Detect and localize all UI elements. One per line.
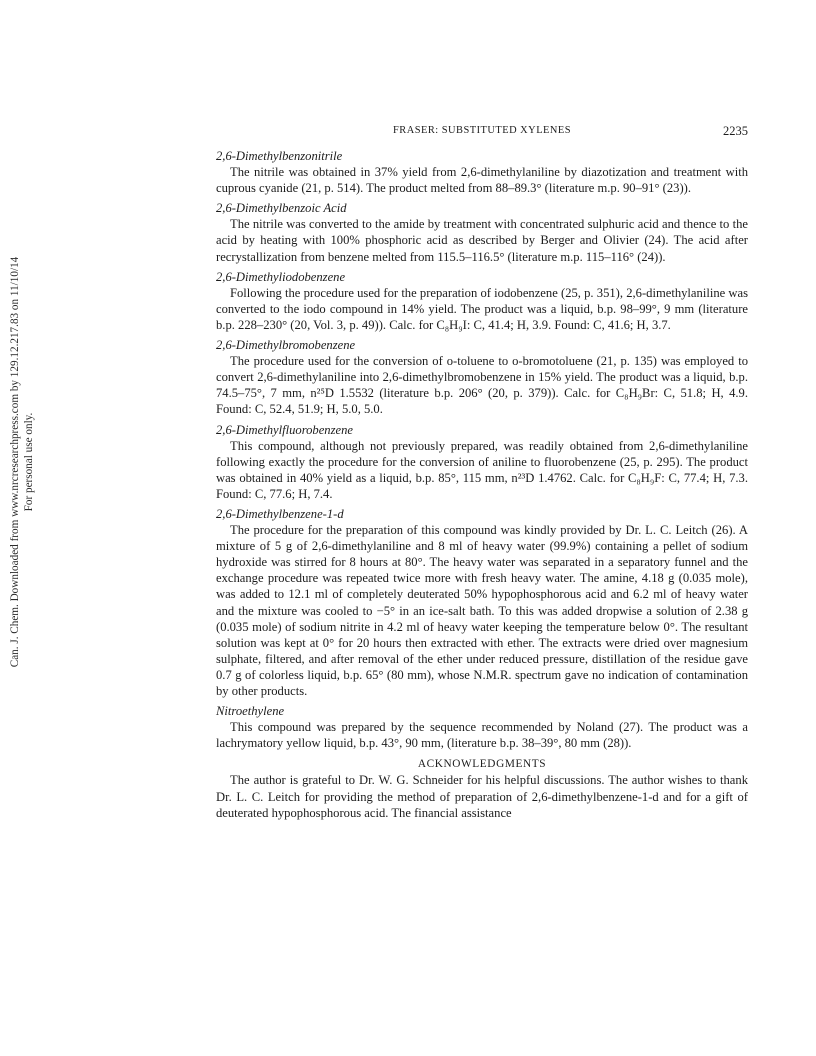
section-text-fluorobenzene: This compound, although not previously prepared, was readily obtained from 2,6-dimethylaniline following exactly the procedure for the conversion of aniline to fluorobenzene (25, p. 295). The product was obtained in 40% yield as a liquid, b.p. 85°, 115 mm, n²³D 1.4762. Calc. for C₈H₉F: C, 77.4; H, 7.3. Found: C, 77.6; H, 7.4.	[216, 438, 748, 501]
acknowledgments-heading: ACKNOWLEDGMENTS	[417, 758, 547, 771]
section-heading-benzonitrile: 2,6-Dimethylbenzonitrile	[216, 149, 343, 163]
section-heading-fluorobenzene: 2,6-Dimethylfluorobenzene	[216, 422, 353, 437]
section-heading-nitroethylene: Nitroethylene	[216, 704, 285, 719]
section-text-benzonitrile: The nitrile was obtained in 37% yield from 2,6-dimethylaniline by diazotization and treatment with cuprous cyanide (21, p. 514). The product melted from 88–89.3° (literature m.p. 90–91° (23)).	[216, 165, 748, 196]
section-text-bromobenzene: The procedure used for the conversion of o-toluene to o-bromotoluene (21, p. 135) was employed to convert 2,6-dimethylaniline into 2,6-dimethylbromobenzene in 15% yield. The product was a liquid, b.p. 74.5–75°, 7 mm, n²⁵D 1.5532 (literature b.p. 206° (20, p. 379)). Calc. for C₈H₉Br: C, 51.8; H, 4.9. Found: C, 52.4, 51.9; H, 5.0, 5.0.	[216, 354, 748, 417]
section-text-nitroethylene: This compound was prepared by the sequence recommended by Noland (27). The product was a lachrymatory yellow liquid, b.p. 43°, 90 mm, (literature b.p. 38–39°, 80 mm (28)).	[216, 720, 748, 751]
download-watermark-text	[8, 257, 36, 668]
section-heading-benzene-1-d: 2,6-Dimethylbenzene-1-d	[216, 506, 344, 521]
download-watermark-line-1: Can. J. Chem. Downloaded from www.nrcresearchpress.com by 129.12.217.83 on 11/10/14	[9, 256, 21, 668]
section-text-benzoic-acid: The nitrile was converted to the amide by treatment with concentrated sulphuric acid and thence to the acid by heating with 100% phosphoric acid as described by Berger and Olivier (24). The acid after recrystallization from benzene melted from 115.5–116.5° (literature m.p. 115–116° (24)).	[216, 217, 748, 264]
download-watermark	[2, 256, 42, 668]
running-head-title: FRASER: SUBSTITUTED XYLENES	[392, 125, 572, 136]
section-text-benzene-1-d: The procedure for the preparation of this compound was kindly provided by Dr. L. C. Leitch (26). A mixture of 5 g of 2,6-dimethylaniline and 8 ml of heavy water (99.9%) containing a pellet of sodium hydroxide was stirred for 8 hours at 80°. The heavy water was separated in a separatory funnel and the exchange procedure was repeated twice more with fresh heavy water. The amine, 4.18 g (0.035 mole), was added to 12.1 ml of completely deuterated 50% hypophosphorous acid and 6.2 ml of heavy water and the mixture was cooled to −5° in an ice-salt bath. To this was added dropwise a solution of 2.38 g (0.035 mole) of sodium nitrite in 4.2 ml of heavy water keeping the temperature below 0°. The resultant solution was kept at 0° for 20 hours then extracted with ether. The extracts were dried over magnesium sulphate, filtered, and after removal of the ether under reduced pressure, distillation of the residue gave 0.7 g of colorless liquid, b.p. 65° (80 mm), whose N.M.R. spectrum gave no indication of contamination by other products.	[216, 523, 748, 698]
download-watermark-line-2: For personal use only.	[23, 412, 35, 512]
section-heading-bromobenzene: 2,6-Dimethylbromobenzene	[216, 338, 356, 353]
section-heading-iodobenzene: 2,6-Dimethyliodobenzene	[216, 269, 346, 284]
acknowledgments-text: The author is grateful to Dr. W. G. Schneider for his helpful discussions. The author wishes to thank Dr. L. C. Leitch for providing the method of preparation of 2,6-dimethylbenzene-1-d and for a gift of deuterated hypophosphorous acid. The financial assistance	[216, 773, 748, 820]
section-text-iodobenzene: Following the procedure used for the preparation of iodobenzene (25, p. 351), 2,6-dimethylaniline was converted to the iodo compound in 14% yield. The product was a liquid, b.p. 98–99°, 9 mm (literature b.p. 228–230° (20, Vol. 3, p. 49)). Calc. for C₈H₉I: C, 41.4; H, 3.9. Found: C, 41.6; H, 3.7.	[216, 285, 748, 332]
article-body	[216, 148, 748, 821]
running-head	[216, 125, 748, 141]
page-number: 2235	[723, 124, 748, 138]
section-heading-benzoic-acid: 2,6-Dimethylbenzoic Acid	[216, 201, 347, 216]
